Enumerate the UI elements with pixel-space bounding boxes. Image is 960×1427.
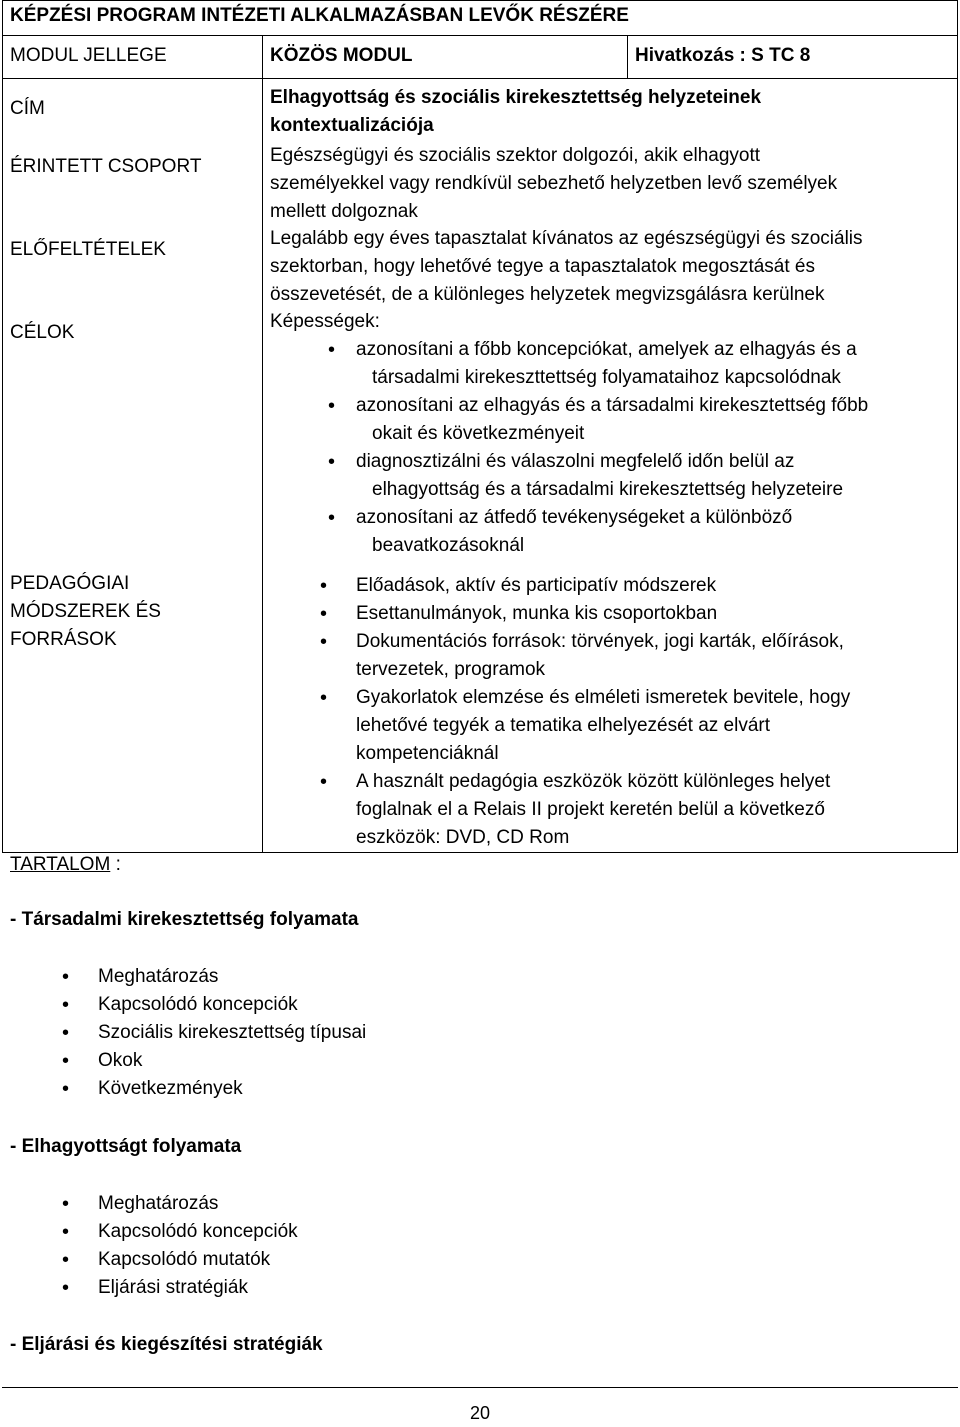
module-label: MODUL JELLEGE: [10, 45, 167, 66]
table-border-right: [957, 0, 958, 853]
table-border-left: [2, 0, 3, 853]
section-heading: - Elhagyottságt folyamata: [10, 1136, 242, 1157]
goals-list: [328, 336, 948, 560]
section-list: [62, 963, 662, 1103]
section-list: [62, 1190, 662, 1302]
list-item: • Meghatározás: [62, 1190, 662, 1218]
list-item: • Kapcsolódó mutatók: [62, 1246, 662, 1274]
list-item: • Előadások, aktív és participatív módszerek: [320, 572, 940, 600]
list-item: • azonosítani az átfedő tevékenységeket a különböző beavatkozásoknál: [328, 504, 948, 560]
section-heading: - Eljárási és kiegészítési stratégiák: [10, 1334, 323, 1355]
list-item: • Szociális kirekesztettség típusai: [62, 1019, 662, 1047]
list-item: • azonosítani az elhagyás és a társadalmi kirekesztettség főbb okait és következményeit: [328, 392, 948, 448]
footer-rule: [2, 1387, 958, 1388]
list-item: • Következmények: [62, 1075, 662, 1103]
methods-label: PEDAGÓGIAI MÓDSZEREK ÉS FORRÁSOK: [10, 573, 161, 650]
table-line: [2, 852, 958, 853]
section-heading: - Társadalmi kirekesztettség folyamata: [10, 909, 359, 930]
reference: Hivatkozás : S TC 8: [635, 45, 811, 66]
group-text: [270, 142, 837, 226]
list-item: • azonosítani a főbb koncepciókat, amelyek az elhagyás és a társadalmi kirekeszttettség folyamataihoz kapcsolódnak: [328, 336, 948, 392]
group-label: ÉRINTETT CSOPORT: [10, 156, 202, 177]
list-item: • diagnosztizálni és válaszolni megfelelő időn belül az elhagyottság és a társadalmi kirekesztettség helyzeteire: [328, 448, 948, 504]
list-item: • Kapcsolódó koncepciók: [62, 991, 662, 1019]
group-line: mellett dolgoznak: [270, 201, 418, 222]
module-title: [270, 84, 761, 140]
list-item: • Eljárási stratégiák: [62, 1274, 662, 1302]
group-line: személyekkel vagy rendkívül sebezhető helyzetben levő személyek: [270, 173, 838, 194]
methods-list: [320, 572, 940, 852]
document-title: KÉPZÉSI PROGRAM INTÉZETI ALKALMAZÁSBAN LEVŐK RÉSZÉRE: [10, 5, 629, 26]
goals-heading: Képességek:: [270, 311, 380, 332]
prerequisites-line: Legalább egy éves tapasztalat kívánatos az egészségügyi és szociális: [270, 228, 863, 249]
prerequisites-label: ELŐFELTÉTELEK: [10, 239, 166, 260]
page-number: 20: [469, 1403, 491, 1423]
group-line: Egészségügyi és szociális szektor dolgozói, akik elhagyott: [270, 145, 761, 166]
list-item: • Esettanulmányok, munka kis csoportokban: [320, 600, 940, 628]
prerequisites-text: [270, 225, 863, 309]
list-item: • Meghatározás: [62, 963, 662, 991]
list-item: • Gyakorlatok elemzése és elméleti ismeretek bevitele, hogy lehetővé tegyék a tematika elhelyezését az elvárt kompetenciáknál: [320, 684, 940, 768]
list-item: • Dokumentációs források: törvények, jogi karták, előírások, tervezetek, programok: [320, 628, 940, 684]
table-column-divider: [262, 35, 263, 853]
content-label: TARTALOM :: [10, 854, 121, 875]
list-item: • A használt pedagógia eszközök között különleges helyet foglalnak el a Relais II projekt keretén belül a következő eszközök: DVD, CD Rom: [320, 768, 940, 852]
module-value: KÖZÖS MODUL: [270, 45, 413, 66]
goals-label: CÉLOK: [10, 322, 75, 343]
prerequisites-line: szektorban, hogy lehetővé tegye a tapasztalatok megosztását és: [270, 256, 815, 277]
list-item: • Kapcsolódó koncepciók: [62, 1218, 662, 1246]
table-line: [2, 78, 958, 79]
title-label: CÍM: [10, 98, 45, 119]
list-item: • Okok: [62, 1047, 662, 1075]
table-line: [2, 35, 958, 36]
module-title-line: Elhagyottság és szociális kirekesztettség helyzeteinek: [270, 87, 762, 108]
module-title-line: kontextualizációja: [270, 115, 434, 136]
table-column-divider: [627, 35, 628, 78]
prerequisites-line: összevetését, de a különleges helyzetek megvizsgálásra kerülnek: [270, 284, 825, 305]
table-border-top: [2, 0, 958, 1]
